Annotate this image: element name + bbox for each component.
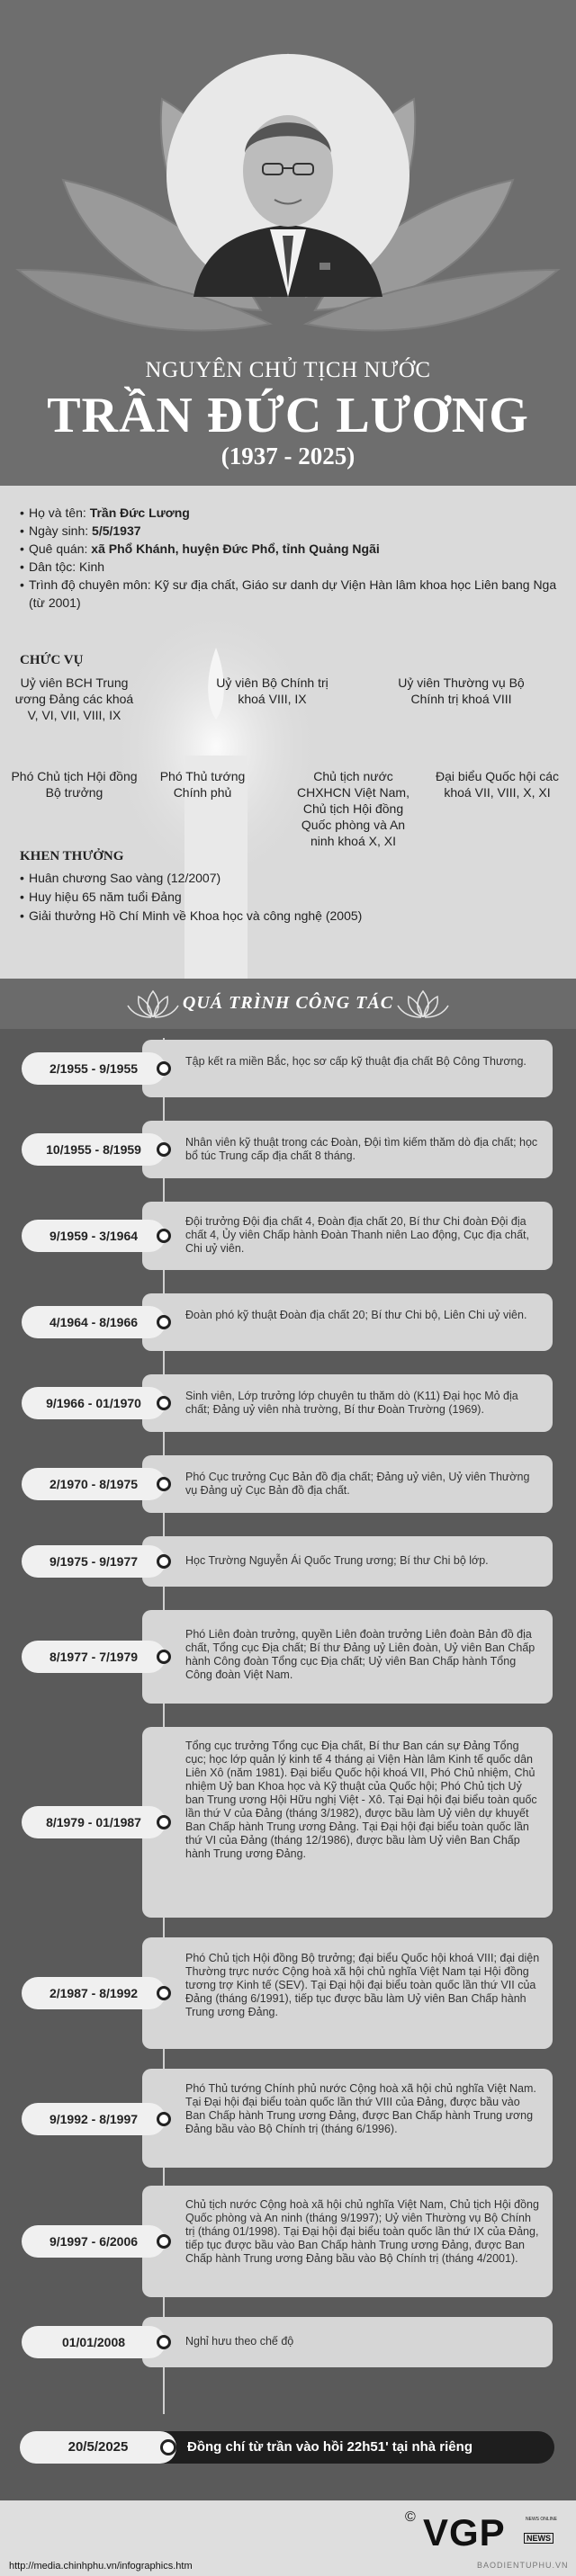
info-item: • Họ và tên: Trần Đức Lương xyxy=(20,504,560,522)
entry-text: Đoàn phó kỹ thuật Đoàn địa chất 20; Bí thư Chi bộ, Liên Chi uỷ viên. xyxy=(185,1309,527,1321)
timeline-dot xyxy=(157,1061,171,1076)
entry-card xyxy=(142,1536,553,1587)
info-item: • Dân tộc: Kinh xyxy=(20,558,560,576)
entry-text: Đội trưởng Đội địa chất 4, Đoàn địa chất 20, Bí thư Chi đoàn Đội địa chất 4, Ủy viên Chấp hành Đoàn Thanh niên Lao động, Cục địa chất, Chi uỷ viên. xyxy=(185,1215,529,1255)
entry-date: 2/1955 - 9/1955 xyxy=(22,1052,166,1085)
timeline-dot xyxy=(157,1477,171,1491)
entry-text: Nghỉ hưu theo chế độ xyxy=(185,2335,294,2348)
award-item: • Giải thưởng Hồ Chí Minh về Khoa học và công nghệ (2005) xyxy=(20,907,560,926)
entry-date: 9/1992 - 8/1997 xyxy=(22,2103,166,2135)
role-item: Uỷ viên BCH Trung ương Đảng các khoá V, VI, VII, VIII, IX xyxy=(14,675,134,722)
timeline-dot xyxy=(157,1142,171,1157)
entry-date: 9/1966 - 01/1970 xyxy=(22,1387,166,1419)
entry-card xyxy=(142,1455,553,1513)
entry-text: Tổng cục trưởng Tổng cục Địa chất, Bí thư Ban cán sự Đảng Tổng cục; học lớp quản lý kinh tế 4 tháng ại Viện Hàn lâm Kinh tế quốc dân Liên Xô (năm 1981). Đại biểu Quốc hội khoá VII, Phó Chủ nhiệm, Chủ nhiệm Uỷ ban Khoa học và Kỹ thuật của Quốc hội; Phó Chủ tịch Uỷ ban Trung ương Hội Hữu nghị Việt - Xô. Tại Đại hội đại biểu toàn quốc lần thứ V của Đảng (tháng 3/1982), được bầu làm Uỷ viên dự khuyết Ban Chấp hành Trung ương Đảng. Tại Đại hội đại biểu toàn quốc lần thứ VI của Đảng (tháng 12/1986), được bầu làm Uỷ viên Ban Chấp hành Trung ương Đảng. xyxy=(185,1740,537,1860)
lotus-icon xyxy=(396,988,450,1020)
role-item: Phó Chủ tịch Hội đồng Bộ trưởng xyxy=(11,769,138,800)
timeline-dot xyxy=(157,2112,171,2126)
timeline-dot xyxy=(157,1815,171,1829)
entry-card xyxy=(142,2069,553,2168)
entry-card xyxy=(142,1374,553,1432)
entry-text: Chủ tịch nước Cộng hoà xã hội chủ nghĩa Việt Nam, Chủ tịch Hội đồng Quốc phòng và An ninh (tháng 9/1997); Uỷ viên Thường vụ Bộ Chính trị (tháng 01/1998). Tại Đại hội đại biểu toàn quốc lần thứ IX của Đảng, tiếp tục được bầu vào Ban Chấp hành Trung ương Đảng, được Ban Chấp hành Trung ương Đảng bầu vào Bộ Chính trị (tháng 4/2001). xyxy=(185,2198,539,2265)
entry-card xyxy=(142,1040,553,1097)
timeline-header xyxy=(0,979,576,1029)
personal-info-list xyxy=(20,504,560,612)
entry-card xyxy=(142,1610,553,1704)
entry-card xyxy=(142,1293,553,1351)
final-entry-date: 20/5/2025 xyxy=(20,2431,176,2464)
timeline-dot xyxy=(157,1315,171,1329)
entry-date: 2/1970 - 8/1975 xyxy=(22,1468,166,1500)
source-url[interactable]: http://media.chinhphu.vn/infographics.htm xyxy=(9,2561,193,2572)
entry-text: Học Trường Nguyễn Ái Quốc Trung ương; Bí thư Chi bộ lớp. xyxy=(185,1554,489,1567)
entry-card xyxy=(142,2317,553,2367)
entry-text: Phó Liên đoàn trưởng, quyền Liên đoàn trưởng Liên đoàn Bản đồ địa chất, Tổng cục Địa chất; Bí thư Đảng uỷ Liên đoàn, Uỷ viên Ban Chấp hành Công đoàn Tổng cục Địa chất; Uỷ viên Ban Chấp hành Tổng Công đoàn Việt Nam. xyxy=(185,1628,536,1681)
hero-section xyxy=(0,0,576,486)
role-item: Uỷ viên Thường vụ Bộ Chính trị khoá VIII xyxy=(398,675,525,706)
vgp-logo: VGP xyxy=(423,2511,506,2554)
entry-date: 8/1979 - 01/1987 xyxy=(22,1806,166,1838)
entry-date: 9/1975 - 9/1977 xyxy=(22,1545,166,1578)
entry-date: 8/1977 - 7/1979 xyxy=(22,1641,166,1673)
award-item: • Huy hiệu 65 năm tuổi Đảng xyxy=(20,888,560,907)
entry-date: 9/1997 - 6/2006 xyxy=(22,2225,166,2258)
logo-tagline: NEWS ONLINE xyxy=(526,2517,558,2522)
role-item: Đại biểu Quốc hội các khoá VII, VIII, X, XI xyxy=(436,769,559,800)
entry-text: Sinh viên, Lớp trưởng lớp chuyên tu thăm dò (K11) Đại học Mỏ địa chất; Đảng uỷ viên nhà trường, Bí thư Đoàn Trường (1969). xyxy=(185,1390,518,1416)
timeline-dot xyxy=(157,2335,171,2349)
timeline xyxy=(0,1029,576,2468)
entry-text: Phó Cục trưởng Cục Bản đồ địa chất; Đảng uỷ viên, Uỷ viên Thường vụ Đảng uỷ Cục Bản đồ địa chất. xyxy=(185,1471,530,1497)
hero-years: (1937 - 2025) xyxy=(220,443,356,470)
entry-card xyxy=(142,1202,553,1270)
role-item: Phó Thủ tướng Chính phủ xyxy=(159,769,246,800)
role-item: Uỷ viên Bộ Chính trị khoá VIII, IX xyxy=(216,675,328,706)
entry-text: Phó Chủ tịch Hội đồng Bộ trưởng; đại biểu Quốc hội khoá VIII; đại diện Thường trực nước Cộng hoà xã hội chủ nghĩa Việt Nam tại Hội đồng tương trợ Kinh tế (SEV). Tại Đại hội đại biểu toàn quốc lần thứ VII của Đảng (tháng 6/1991), tiếp tục được bầu làm Uỷ viên Ban Chấp hành Trung ương Đảng. xyxy=(185,1952,540,2018)
timeline-dot xyxy=(157,1396,171,1410)
entry-date: 9/1959 - 3/1964 xyxy=(22,1220,166,1252)
entry-text: Tập kết ra miền Bắc, học sơ cấp kỹ thuật địa chất Bộ Công Thương. xyxy=(185,1055,526,1068)
awards-heading: KHEN THƯỞNG xyxy=(20,849,124,863)
entry-card xyxy=(142,1121,553,1178)
award-item: • Huân chương Sao vàng (12/2007) xyxy=(20,869,560,888)
entry-text: Phó Thủ tướng Chính phủ nước Cộng hoà xã hội chủ nghĩa Việt Nam. Tại Đại hội đại biểu toàn quốc lần thứ VIII của Đảng, được bầu vào Ban Chấp hành Trung ương Đảng, được Ban Chấp hành Trung ương Đảng bầu vào Bộ Chính trị (tháng 6/1996). xyxy=(185,2082,536,2135)
entry-text: Nhân viên kỹ thuật trong các Đoàn, Đội tìm kiếm thăm dò địa chất; học bổ túc Trung cấp địa chất 8 tháng. xyxy=(185,1136,538,1162)
final-entry-text: Đồng chí từ trần vào hồi 22h51' tại nhà riêng xyxy=(187,2439,472,2455)
hero-subtitle: NGUYÊN CHỦ TỊCH NƯỚC xyxy=(145,358,431,382)
timeline-dot xyxy=(157,1986,171,2000)
entry-date: 10/1955 - 8/1959 xyxy=(22,1133,166,1166)
entry-card xyxy=(142,2186,553,2297)
role-item: Chủ tịch nước CHXHCN Việt Nam, Chủ tịch Hội đồng Quốc phòng và An ninh khoá X, XI xyxy=(297,769,410,848)
bio-section xyxy=(0,486,576,979)
info-item: • Quê quán: xã Phổ Khánh, huyện Đức Phổ, tỉnh Quảng Ngãi xyxy=(20,540,560,558)
timeline-dot xyxy=(157,2234,171,2249)
hero-name: TRẦN ĐỨC LƯƠNG xyxy=(47,388,529,443)
timeline-dot xyxy=(157,1554,171,1569)
timeline-title: QUÁ TRÌNH CÔNG TÁC xyxy=(182,993,394,1013)
copyright-mark: © xyxy=(405,2509,416,2525)
timeline-dot xyxy=(157,1650,171,1664)
entry-card xyxy=(142,1727,553,1918)
timeline-dot xyxy=(160,2439,176,2455)
awards-list xyxy=(20,869,560,926)
roles-heading: CHỨC VỤ xyxy=(20,653,84,667)
entry-date: 4/1964 - 8/1966 xyxy=(22,1306,166,1338)
entry-card xyxy=(142,1937,553,2049)
timeline-dot xyxy=(157,1229,171,1243)
info-item: • Trình độ chuyên môn: Kỹ sư địa chất, Giáo sư danh dự Viện Hàn lâm khoa học Liên bang Nga (từ 2001) xyxy=(20,576,560,612)
info-item: • Ngày sinh: 5/5/1937 xyxy=(20,522,560,540)
brand-name: BAODIENTUPHU.VN xyxy=(477,2561,569,2570)
entry-date: 01/01/2008 xyxy=(22,2326,166,2358)
entry-date: 2/1987 - 8/1992 xyxy=(22,1977,166,2009)
footer xyxy=(0,2500,576,2576)
news-badge: NEWS xyxy=(524,2533,554,2544)
